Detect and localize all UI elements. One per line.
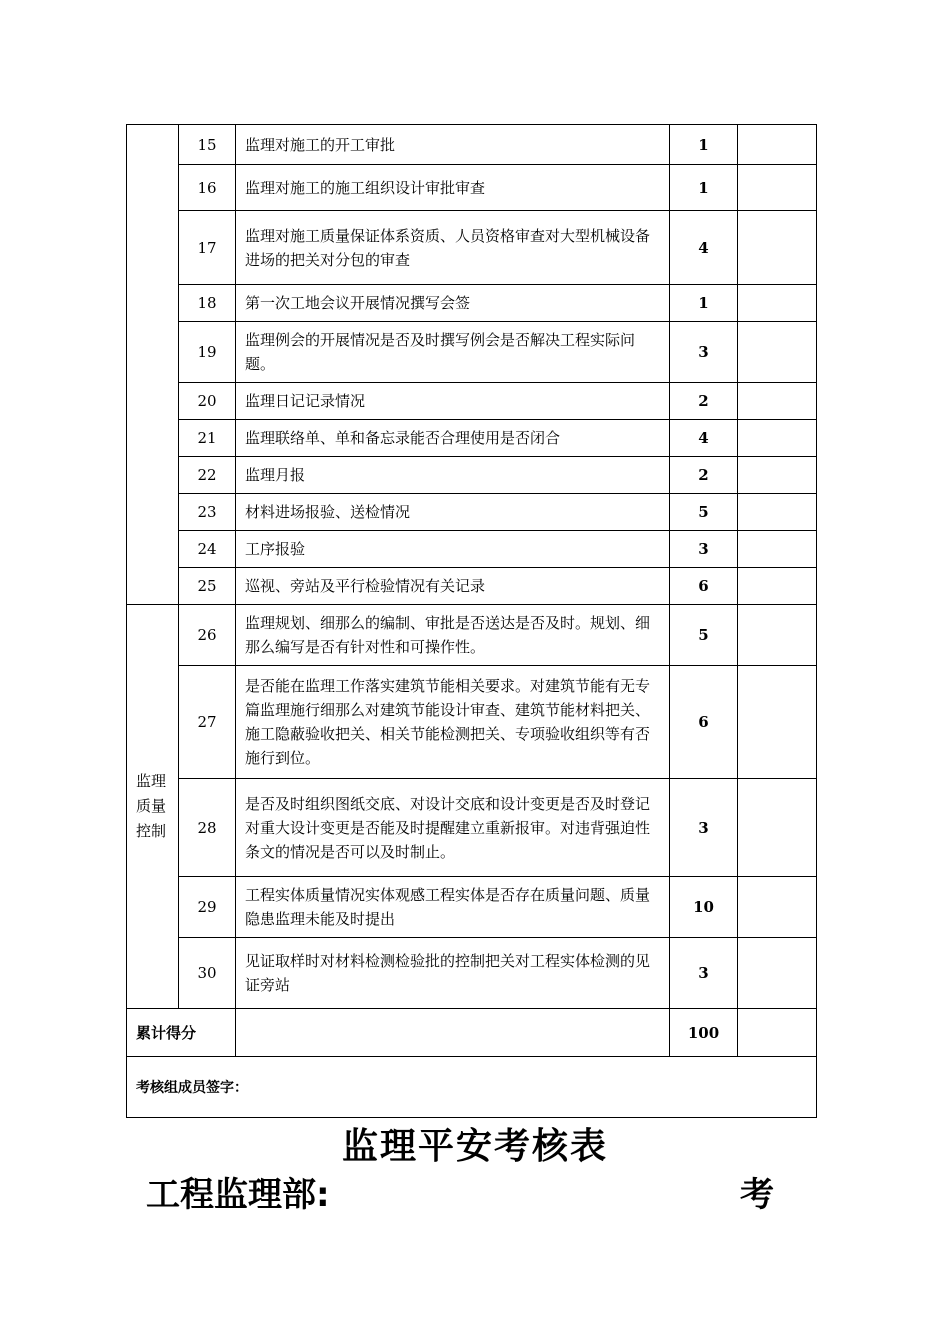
row-score: 6: [670, 666, 738, 779]
page-title: 监理平安考核表: [341, 1126, 608, 1167]
table-row: [127, 211, 817, 285]
row-item: 第一次工地会议开展情况撰写会签: [236, 285, 670, 322]
row-item: 监理对施工的开工审批: [236, 125, 670, 165]
total-item-blank: [236, 1009, 670, 1057]
row-score: 3: [670, 322, 738, 383]
row-item: 巡视、旁站及平行检验情况有关记录: [236, 568, 670, 605]
table-row: [127, 494, 817, 531]
category-cell-blank: [127, 125, 179, 605]
row-item: 工序报验: [236, 531, 670, 568]
row-item: 监理联络单、单和备忘录能否合理使用是否闭合: [236, 420, 670, 457]
row-number: 22: [179, 457, 236, 494]
row-actual-score: [738, 125, 817, 165]
table-row: [127, 877, 817, 938]
row-score: 3: [670, 779, 738, 877]
total-row: [127, 1009, 817, 1057]
row-number: 24: [179, 531, 236, 568]
row-actual-score: [738, 457, 817, 494]
row-score: 10: [670, 877, 738, 938]
row-actual-score: [738, 779, 817, 877]
table-row: [127, 938, 817, 1009]
row-actual-score: [738, 285, 817, 322]
assessment-table: [126, 124, 817, 1118]
row-actual-score: [738, 877, 817, 938]
table-row: [127, 322, 817, 383]
row-item: 是否能在监理工作落实建筑节能相关要求。对建筑节能有无专篇监理施行细那么对建筑节能设计审查、建筑节能材料把关、施工隐蔽验收把关、相关节能检测把关、专项验收组织等有否施行到位。: [236, 666, 670, 779]
table-row: [127, 457, 817, 494]
row-number: 17: [179, 211, 236, 285]
row-number: 19: [179, 322, 236, 383]
row-number: 30: [179, 938, 236, 1009]
row-item: 监理对施工的施工组织设计审批审查: [236, 165, 670, 211]
row-actual-score: [738, 420, 817, 457]
table-row: [127, 666, 817, 779]
row-actual-score: [738, 211, 817, 285]
row-number: 28: [179, 779, 236, 877]
total-score: 100: [670, 1009, 738, 1057]
row-number: 21: [179, 420, 236, 457]
table-row: [127, 605, 817, 666]
row-score: 2: [670, 383, 738, 420]
project-dept-label: 工程监理部:: [146, 1175, 330, 1215]
row-number: 23: [179, 494, 236, 531]
row-item: 监理日记记录情况: [236, 383, 670, 420]
table-row: [127, 420, 817, 457]
row-score: 3: [670, 531, 738, 568]
row-item: 监理例会的开展情况是否及时撰写例会是否解决工程实际问题。: [236, 322, 670, 383]
row-item: 工程实体质量情况实体观感工程实体是否存在质量问题、质量隐患监理未能及时提出: [236, 877, 670, 938]
row-number: 15: [179, 125, 236, 165]
row-actual-score: [738, 383, 817, 420]
row-item: 监理对施工质量保证体系资质、人员资格审查对大型机械设备进场的把关对分包的审查: [236, 211, 670, 285]
row-actual-score: [738, 666, 817, 779]
table-row: [127, 568, 817, 605]
row-item: 监理月报: [236, 457, 670, 494]
row-number: 27: [179, 666, 236, 779]
table-row: [127, 125, 817, 165]
signature-label: 考核组成员签字：: [127, 1057, 817, 1118]
row-score: 5: [670, 605, 738, 666]
row-actual-score: [738, 605, 817, 666]
table-row: [127, 531, 817, 568]
row-item: 材料进场报验、送检情况: [236, 494, 670, 531]
row-actual-score: [738, 165, 817, 211]
total-actual-score: [738, 1009, 817, 1057]
row-item: 见证取样时对材料检测检验批的控制把关对工程实体检测的见证旁站: [236, 938, 670, 1009]
row-actual-score: [738, 568, 817, 605]
row-number: 25: [179, 568, 236, 605]
row-score: 2: [670, 457, 738, 494]
row-number: 18: [179, 285, 236, 322]
row-item: 监理规划、细那么的编制、审批是否送达是否及时。规划、细那么编写是否有针对性和可操作性。: [236, 605, 670, 666]
assessment-label-partial: 考: [740, 1175, 774, 1215]
total-label: 累计得分: [127, 1009, 236, 1057]
row-score: 1: [670, 125, 738, 165]
row-number: 26: [179, 605, 236, 666]
row-actual-score: [738, 531, 817, 568]
row-score: 4: [670, 211, 738, 285]
category-quality-control: 监理质量控制: [127, 605, 179, 1009]
table-row: [127, 285, 817, 322]
row-number: 20: [179, 383, 236, 420]
signature-row: [127, 1057, 817, 1118]
row-item: 是否及时组织图纸交底、对设计交底和设计变更是否及时登记对重大设计变更是否能及时提醒建立重新报审。对违背强迫性条文的情况是否可以及时制止。: [236, 779, 670, 877]
row-actual-score: [738, 938, 817, 1009]
row-score: 3: [670, 938, 738, 1009]
row-number: 16: [179, 165, 236, 211]
row-score: 4: [670, 420, 738, 457]
row-number: 29: [179, 877, 236, 938]
row-score: 5: [670, 494, 738, 531]
row-actual-score: [738, 494, 817, 531]
row-score: 1: [670, 285, 738, 322]
row-score: 6: [670, 568, 738, 605]
row-score: 1: [670, 165, 738, 211]
table-row: [127, 383, 817, 420]
table-row: [127, 165, 817, 211]
table-row: [127, 779, 817, 877]
row-actual-score: [738, 322, 817, 383]
